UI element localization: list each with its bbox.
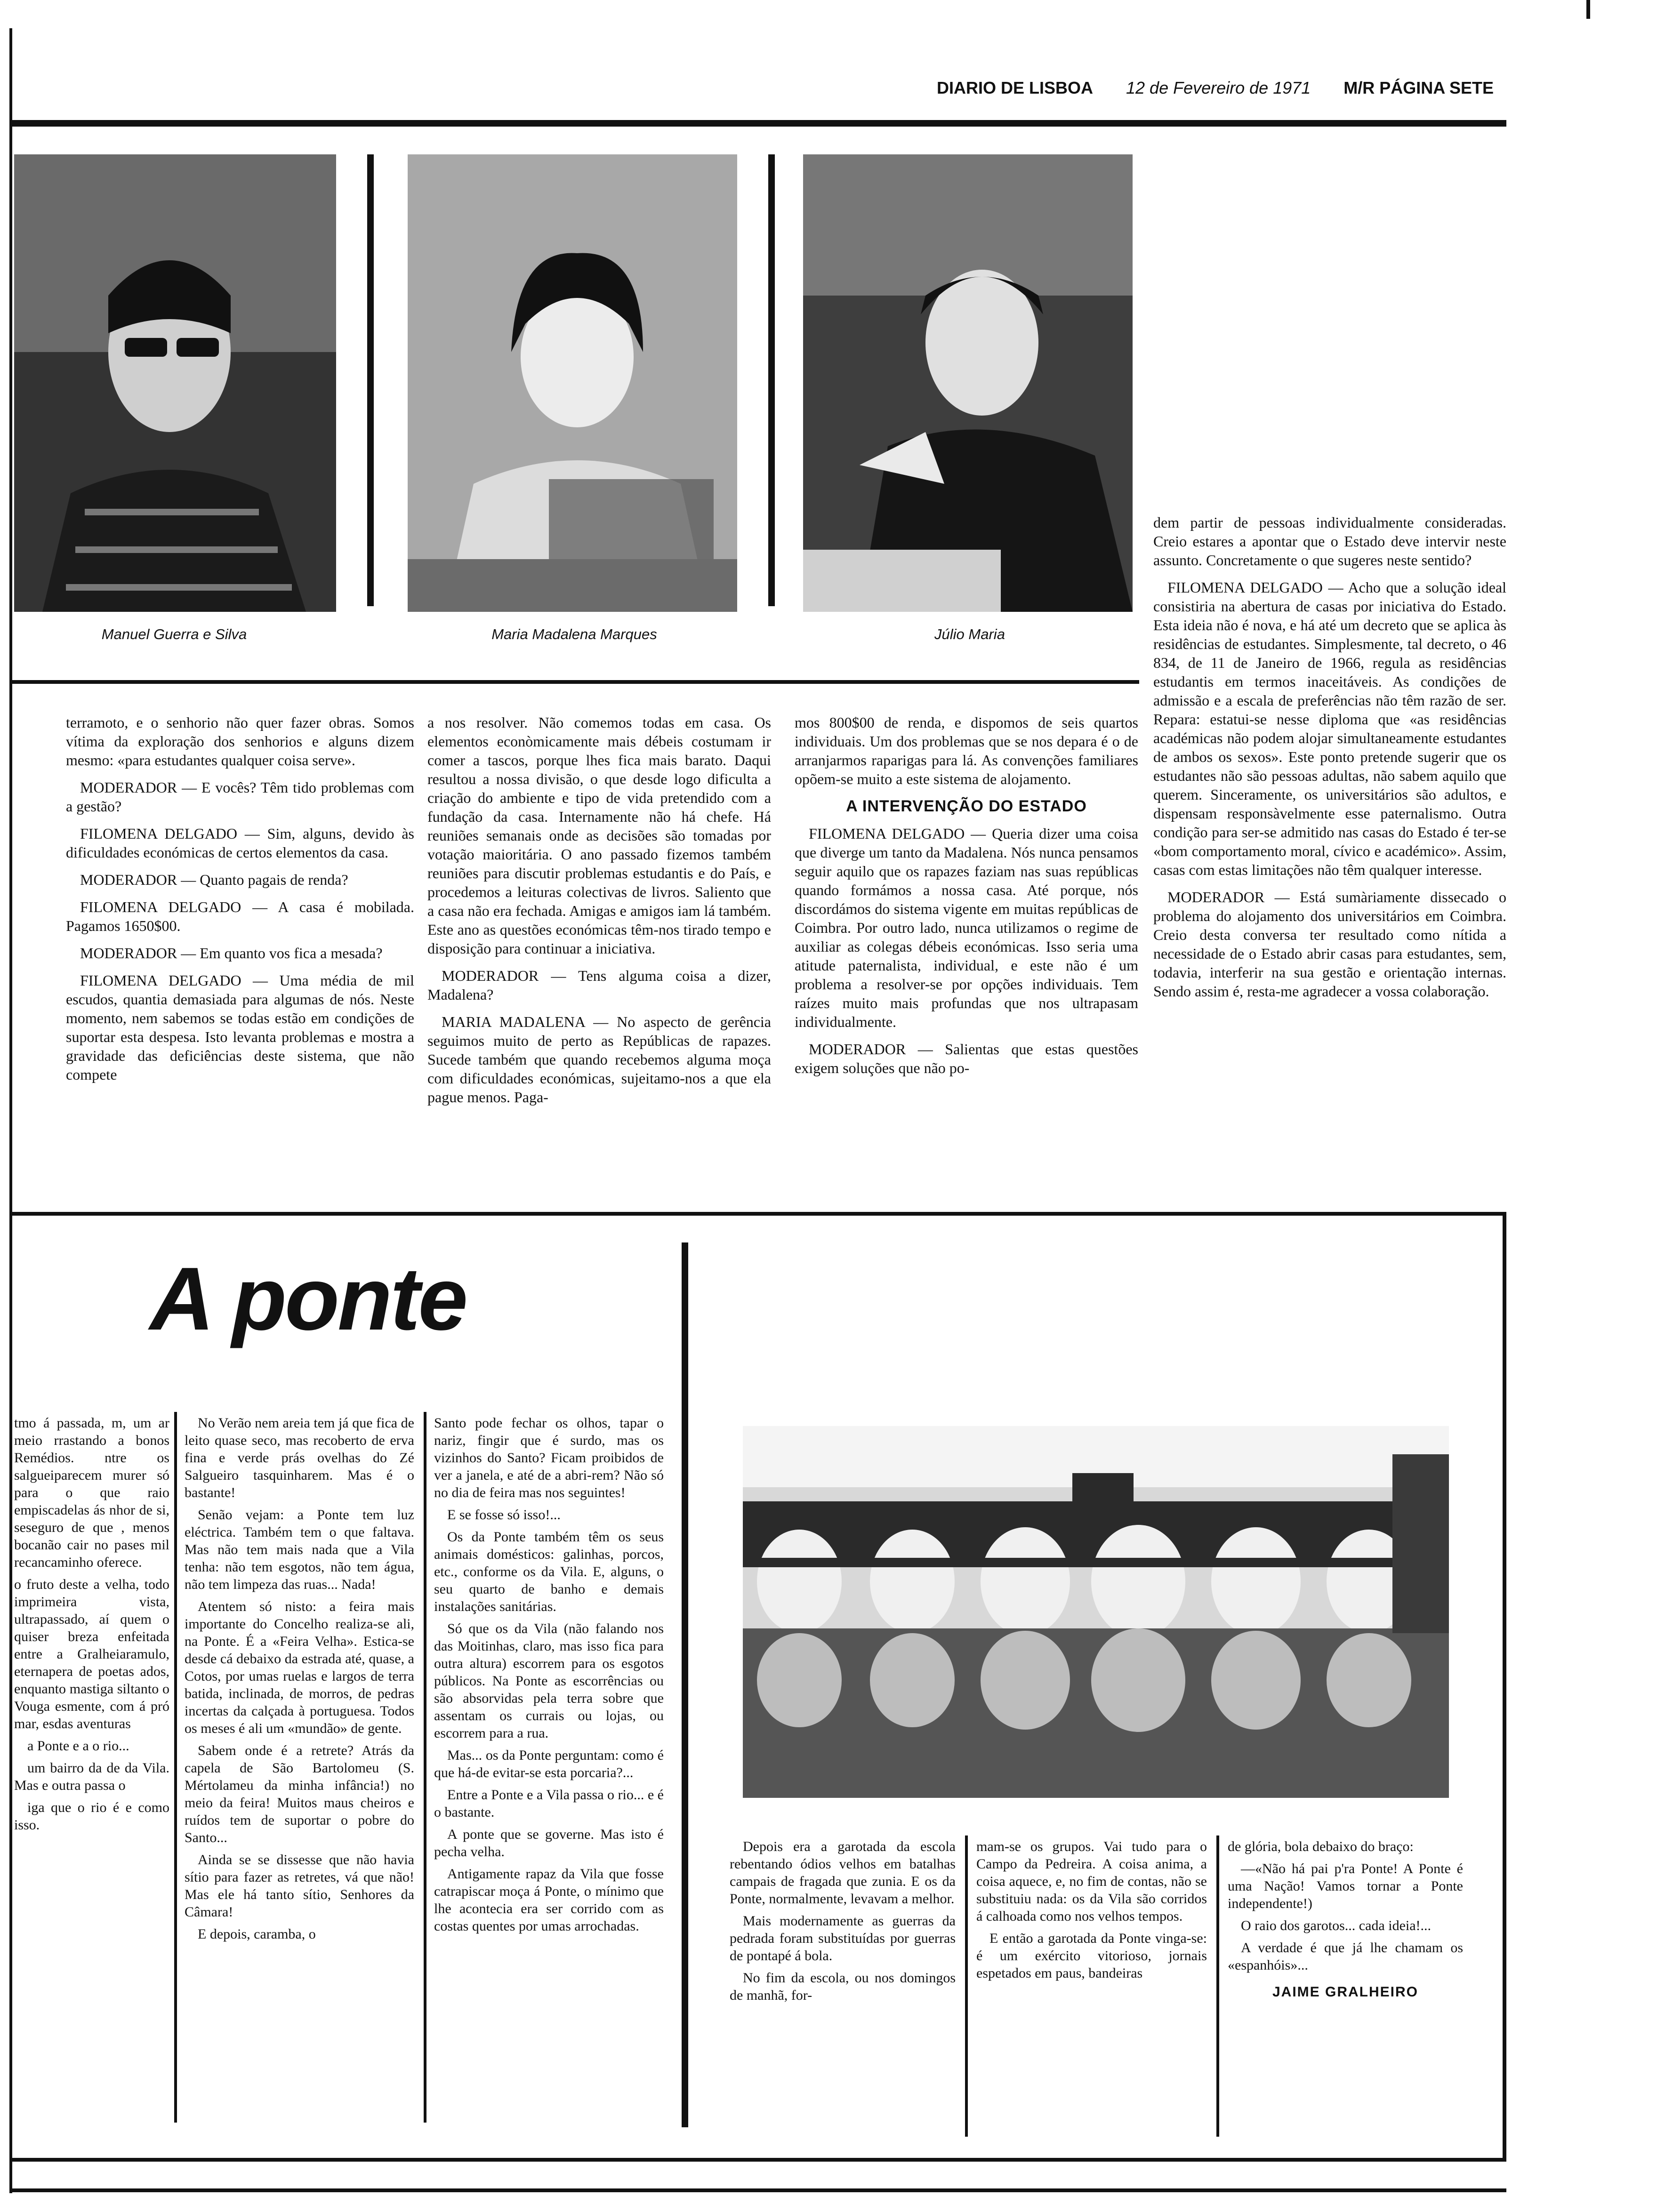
issue-date: 12 de Fevereiro de 1971 [1126, 78, 1311, 97]
paragraph: MODERADOR — Quanto pagais de renda? [80, 871, 348, 888]
paragraph: MODERADOR — Tens alguma coisa a dizer, Madalena? [427, 967, 771, 1003]
paragraph: A ponte que se governe. Mas isto é pecha velha. [434, 1827, 664, 1859]
paragraph: mos 800$00 de renda, e dispomos de seis quartos individuais. Um dos problemas que se nos depara é o de arranjarmos raparigas para lá. As convenções familiares opõem-se muito a este sistema de alojamento. [795, 714, 1138, 787]
paragraph: Mas... os da Ponte perguntam: como é que há-de evitar-se esta porcaria?... [434, 1747, 664, 1780]
bottom-edge-rule [9, 2188, 1506, 2192]
interview-column-3 [795, 713, 1138, 1193]
paragraph: Mais modernamente as guerras da pedrada foram substituídas por guerras de pontapé á bola. [730, 1913, 956, 1964]
paragraph: No fim da escola, ou nos domingos de manhã, for- [730, 1970, 956, 2003]
interview-right-column [1153, 513, 1506, 1195]
paragraph: Sabem onde é a retrete? Atrás da capela de São Bartolomeu (S. Mértolameu da minha infância!) no meio da feira! Muitos maus cheiros e ruídos tem de suportar o pobre do Santo... [185, 1743, 414, 1845]
masthead-rule [9, 120, 1506, 127]
paragraph: iga que o rio é e como isso. [14, 1800, 169, 1833]
paragraph: E então a garotada da Ponte vinga-se: é um exército vitorioso, jornais espetados em paus, bandeiras [976, 1931, 1207, 1981]
paragraph: Antigamente rapaz da Vila que fosse catrapiscar moça á Ponte, o mínimo que lhe acontecia era ser corrido com as costas quentes por umas arrochadas. [434, 1866, 664, 1934]
paragraph: Atentem só nisto: a feira mais importante do Concelho realiza-se ali, na Ponte. É a «Feira Velha». Estica-se desde cá debaixo da estrada até, quase, a Cotos, por umas ruelas e largos de terra batida, inclinada, de morros, de pedras incertas da calçada à portuguesa. Todos os meses é ali um «mundão» de gente. [185, 1599, 414, 1736]
paragraph: —«Não há pai p'ra Ponte! A Ponte é uma Nação! Vamos tornar a Ponte independente!) [1228, 1861, 1463, 1911]
article-box-right [1503, 1212, 1506, 2158]
author-signature: JAIME GRALHEIRO [1272, 1984, 1419, 2000]
left-border [9, 28, 12, 2193]
paragraph: MARIA MADALENA — No aspecto de gerência seguimos muito de perto as Repúblicas de rapazes. Sucede também que quando recebemos alguma moça com dificuldades económicas, sujeitamo-nos a que ela pague menos. Paga- [427, 1013, 771, 1106]
portrait-illustration [803, 154, 1133, 612]
portrait-illustration [14, 154, 336, 612]
interview-column-2 [427, 713, 771, 1193]
article-column-divider-3 [965, 1835, 968, 2137]
paragraph: Santo pode fechar os olhos, tapar o nariz, fingir que é surdo, mas os vizinhos do Santo? Ficam proibidos de ver a janela, e até de a abri-rem? Não só no dia de feira mas nos seguintes! [434, 1415, 664, 1500]
masthead [937, 76, 1502, 100]
article-title: A ponte [150, 1249, 467, 1349]
caption-photo-3: Júlio Maria [934, 626, 1005, 642]
paragraph: Só que os da Vila (não falando nos das Moitinhas, claro, mas isso fica para outra altura) escorrem para os esgotos públicos. Na Ponte as escorrências ou são absorvidas pela terra sobre que assentam os currais ou lojas, ou escorrem para a rua. [434, 1621, 664, 1741]
paragraph: MODERADOR — E vocês? Têm tido problemas com a gestão? [66, 779, 414, 815]
photo-divider-2 [768, 154, 775, 606]
paragraph: de glória, bola debaixo do braço: [1228, 1839, 1414, 1854]
bridge-illustration [743, 1426, 1449, 1798]
paragraph: E se fosse só isso!... [447, 1507, 561, 1523]
paragraph: a Ponte e a o rio... [27, 1738, 129, 1754]
article-column-2 [434, 1414, 664, 2134]
interview-separator [9, 680, 1139, 684]
paragraph: FILOMENA DELGADO — Queria dizer uma coisa que diverge um tanto da Madalena. Nós nunca pensamos seguir aquilo que os rapazes faziam nas suas repúblicas quando formámos a nossa casa. Até porque, nós discordámos do sistema vigente em muitas repúblicas de Coimbra. Por outro lado, nunca utilizamos o regime de auxiliar as colegas débeis económicas. Isso seria uma atitude paternalista, individual, e este não é um problema a resolver-se por opções individuais. Tem raízes muito mais profundas que nos ultrapasam individualmente. [795, 825, 1138, 1030]
paragraph: O raio dos garotos... cada ideia!... [1241, 1918, 1432, 1933]
article-column-divider-0 [174, 1412, 177, 2123]
caption-photo-2: Maria Madalena Marques [491, 626, 657, 642]
caption-photo-1: Manuel Guerra e Silva [101, 626, 247, 642]
article-column-1 [185, 1414, 414, 2134]
paragraph: dem partir de pessoas individualmente consideradas. Creio estares a apontar que o Estado deve intervir neste assunto. Concretamente o que sugeres neste sentido? [1153, 514, 1506, 569]
article-column-4 [976, 1838, 1207, 2144]
paragraph: tmo á passada, m, um ar meio rrastando a bonos Remédios. ntre os salgueiparecem murer só para o que raio empiscadelas ás nhor de si, seseguro de que , menos bocanão cair no pases mil recancaminho oferece. [14, 1415, 169, 1570]
paragraph: FILOMENA DELGADO — A casa é mobilada. Pagamos 1650$00. [66, 898, 414, 934]
section-subhead: A INTERVENÇÃO DO ESTADO [846, 797, 1087, 815]
paragraph: FILOMENA DELGADO — Sim, alguns, devido às dificuldades económicas de certos elementos da casa. [66, 825, 414, 861]
photo-divider-1 [367, 154, 374, 606]
article-column-divider-1 [424, 1412, 426, 2123]
paragraph: A verdade é que já lhe chamam os «espanhóis»... [1228, 1940, 1463, 1973]
article-box-top [9, 1212, 1506, 1216]
article-column-0 [14, 1414, 169, 2134]
paragraph: FILOMENA DELGADO — Uma média de mil escudos, quantia demasiada para algumas de nós. Neste momento, nem sabemos se todas estão em condições de suportar esta despesa. Isto levanta problemas e mostra a gravidade das deficiências deste sistema, que não compete [66, 972, 414, 1083]
article-column-5 [1228, 1838, 1463, 2144]
paragraph: FILOMENA DELGADO — Acho que a solução ideal consistiria na abertura de casas por iniciativa do Estado. Esta ideia não é nova, e há até um decreto que se aplica às residências de estudantes. Simplesmente, tal decreto, o 46 834, de 11 de Janeiro de 1966, regula as residências estudantis em termos inaceitáveis. As condições de admissão e a escala de preferências não têm razão de ser. Repara: estatui-se nesse diploma que «as residências académicas não podem alojar simultaneamente estudantes de ambos os sexos». Este ponto pretende sugerir que os estudantes não são pessoas adultas, não sabem aquilo que querem. Sinceramente, os universitários são adultos, e dispensam responsàvelmente esse paternalismo. Outra condição para ser-se admitido nas casas do Estado é ter-se «bom comportamento moral, cívico e académico». Assim, casas com estas limitações não têm qualquer interesse. [1153, 579, 1506, 878]
paragraph: Entre a Ponte e a Vila passa o rio... e é o bastante. [434, 1787, 664, 1820]
paragraph: Senão vejam: a Ponte tem luz eléctrica. Também tem o que faltava. Mas não tem mais nada que a Vila tenha: não tem esgotos, não tem água, não tem limpeza das ruas... Nada! [185, 1507, 414, 1592]
paragraph: o fruto deste a velha, todo imprimeira vista, ultrapassado, aí quem o quiser breza enfeitada entre a Gralheiaramulo, eternapera de poetas ados, enquanto mastiga siltanto o Vouga esmente, com á pró mar, esdas aventuras [14, 1577, 169, 1731]
interview-column-1 [66, 713, 414, 1193]
paragraph: MODERADOR — Está sumàriamente dissecado o problema do alojamento dos universitários em Coimbra. Creio desta conversa ter resultado como nítida a necessidade de o Estado abrir casas para estudantes, sem, todavia, interferir na sua gestão e orientação internas. Sendo assim é, resta-me agradecer a vossa colaboração. [1153, 889, 1506, 1000]
paragraph: um bairro da de da Vila. Mas e outra passa o [14, 1760, 169, 1793]
photo-julio-maria [803, 154, 1133, 612]
page-label: M/R PÁGINA SETE [1343, 78, 1494, 97]
paragraph: a nos resolver. Não comemos todas em casa. Os elementos econòmicamente mais débeis costumam ir comer a tascos, porque lhes fica mais barato. Daqui resultou a nossa divisão, o que desde logo dificulta a criação do ambiente e tipo de vida pretendido com a fundação da casa. Internamente não há chefe. Há reuniões semanais onde as decisões são tomadas por votação maioritária. O ano passado fizemos também reuniões para discutir problemas estudantis e do País, e procedemos a leituras colectivas de livros. Saliento que a casa não era fechada. Amigas e amigos iam lá também. Este ano as questões económicas têm-nos tirado tempo e disposição para continuar a iniciativa. [427, 714, 771, 957]
article-column-divider-4 [1216, 1835, 1219, 2137]
paragraph: E depois, caramba, o [198, 1926, 316, 1942]
photo-manuel [14, 154, 336, 612]
photo-bridge [743, 1426, 1449, 1798]
paragraph: No Verão nem areia tem já que fica de leito quase seco, mas recoberto de erva fina e verde prás ovelhas do Zé Salgueiro tasquinharem. Mas é o bastante! [185, 1415, 414, 1500]
paragraph: Ainda se se dissesse que não havia sítio para fazer as retretes, vá que não! Mas ele há tanto sítio, Senhores da Câmara! [185, 1852, 414, 1920]
paragraph: terramoto, e o senhorio não quer fazer obras. Somos vítima da exploração dos senhorios e alguns dizem mesmo: «para estudantes qualquer coisa serve». [66, 714, 414, 769]
article-column-3 [730, 1838, 956, 2144]
paragraph: Os da Ponte também têm os seus animais domésticos: galinhas, porcos, etc., conforme os da Vila. E, alguns, o seu quarto de banho e demais instalações sanitárias. [434, 1529, 664, 1614]
newspaper-name: DIARIO DE LISBOA [937, 78, 1094, 97]
article-column-divider-2 [682, 1242, 688, 2127]
portrait-illustration [408, 154, 737, 612]
photo-maria-madalena [408, 154, 737, 612]
right-border [1586, 0, 1590, 19]
article-box-bottom [9, 2158, 1506, 2162]
paragraph: MODERADOR — Em quanto vos fica a mesada? [80, 945, 383, 962]
paragraph: mam-se os grupos. Vai tudo para o Campo da Pedreira. A coisa anima, a coisa aquece, e, no fim de contas, não se substituiu nada: os da Vila são corridos á calhoada como nos velhos tempos. [976, 1839, 1207, 1924]
paragraph: Depois era a garotada da escola rebentando ódios velhos em batalhas campais de fragada que zunia. E os da Ponte, normalmente, levavam a melhor. [730, 1839, 956, 1907]
paragraph: MODERADOR — Salientas que estas questões exigem soluções que não po- [795, 1041, 1138, 1076]
